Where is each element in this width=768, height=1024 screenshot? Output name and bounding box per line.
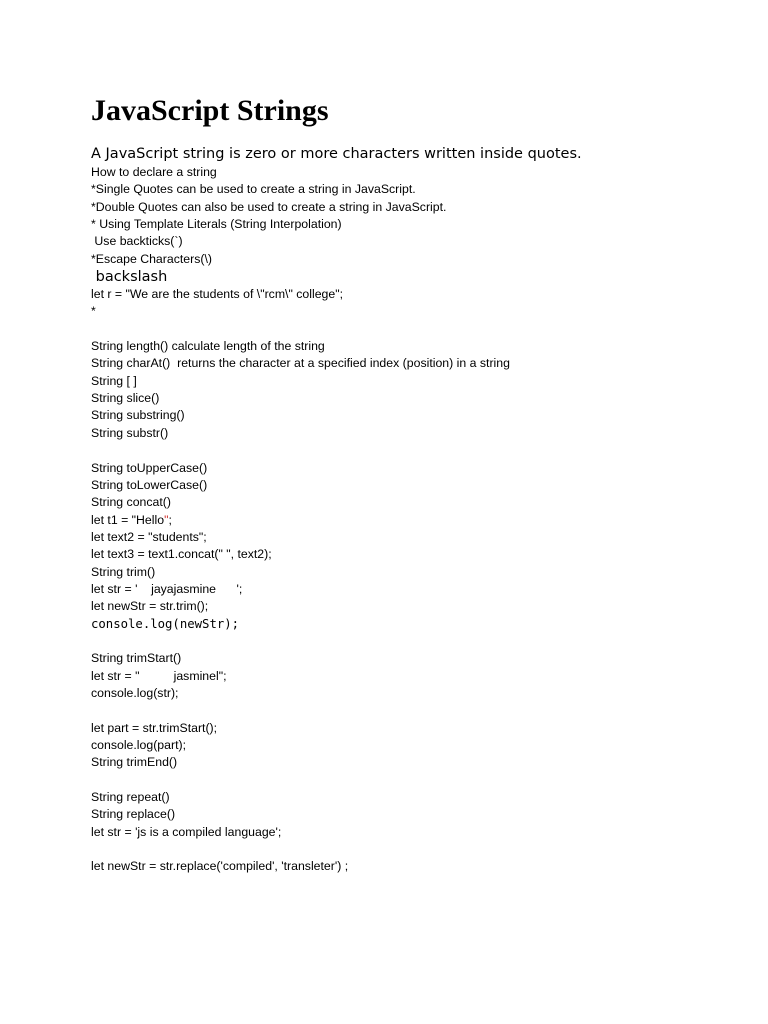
text-line: let str = 'js is a compiled language';: [91, 824, 282, 839]
text-line: let r = "We are the students of \"rcm\" college";: [91, 287, 344, 302]
text-line: String trim(): [91, 564, 156, 579]
text-line: String trimEnd(): [91, 755, 178, 770]
text-line: String trimStart(): [91, 651, 182, 666]
code-line: console.log(newStr);: [91, 616, 240, 631]
text-line: let part = str.trimStart();: [91, 720, 218, 735]
text-line-large: backslash: [91, 269, 168, 286]
text-line: String repeat(): [91, 790, 170, 805]
text-line: let str = " jasminel";: [91, 668, 227, 683]
text-line: String toLowerCase(): [91, 477, 208, 492]
text-line: console.log(str);: [91, 685, 179, 700]
hello-tail: ;: [168, 512, 172, 527]
intro-paragraph: A JavaScript string is zero or more characters written inside quotes.: [91, 146, 582, 162]
text-line: String concat(): [91, 495, 171, 510]
text-line: let newStr = str.trim();: [91, 599, 209, 614]
text-line: String toUpperCase(): [91, 460, 208, 475]
text-line: String length() calculate length of the string: [91, 339, 325, 354]
text-line: console.log(part);: [91, 738, 187, 752]
text-line: * Using Template Literals (String Interpolation): [91, 217, 342, 232]
text-line: *Double Quotes can also be used to create a string in JavaScript.: [91, 199, 447, 214]
hello-red-quote: ": [164, 512, 169, 527]
text-line: String substring(): [91, 408, 185, 423]
text-line-hello: [91, 512, 731, 529]
text-line: *Single Quotes can be used to create a string in JavaScript.: [91, 182, 416, 197]
blank-line: [91, 702, 731, 719]
text-line: let str = ' jayajasmine ';: [91, 581, 243, 596]
blank-line: [91, 841, 731, 858]
blank-line: [91, 772, 731, 789]
text-line: Use backticks(`): [91, 234, 183, 249]
page-title: JavaScript Strings: [91, 94, 329, 127]
text-line: let text2 = "students";: [91, 529, 207, 544]
text-line: *Escape Characters(\): [91, 251, 212, 266]
blank-line: [91, 442, 731, 459]
text-line: How to declare a string: [91, 165, 217, 179]
text-line: *: [91, 304, 96, 319]
text-line: let text3 = text1.concat(" ", text2);: [91, 547, 272, 562]
text-line: String slice(): [91, 391, 160, 406]
blank-line: [91, 321, 731, 338]
text-line: String charAt() returns the character at a specified index (position) in a string: [91, 356, 510, 371]
text-line: String substr(): [91, 425, 169, 440]
text-line: String replace(): [91, 807, 176, 822]
document-page: [91, 92, 731, 876]
hello-text: let t1 = "Hello: [91, 512, 165, 527]
text-line: let newStr = str.replace('compiled', 'transleter') ;: [91, 859, 349, 874]
text-line: String [ ]: [91, 373, 137, 388]
blank-line: [91, 633, 731, 650]
